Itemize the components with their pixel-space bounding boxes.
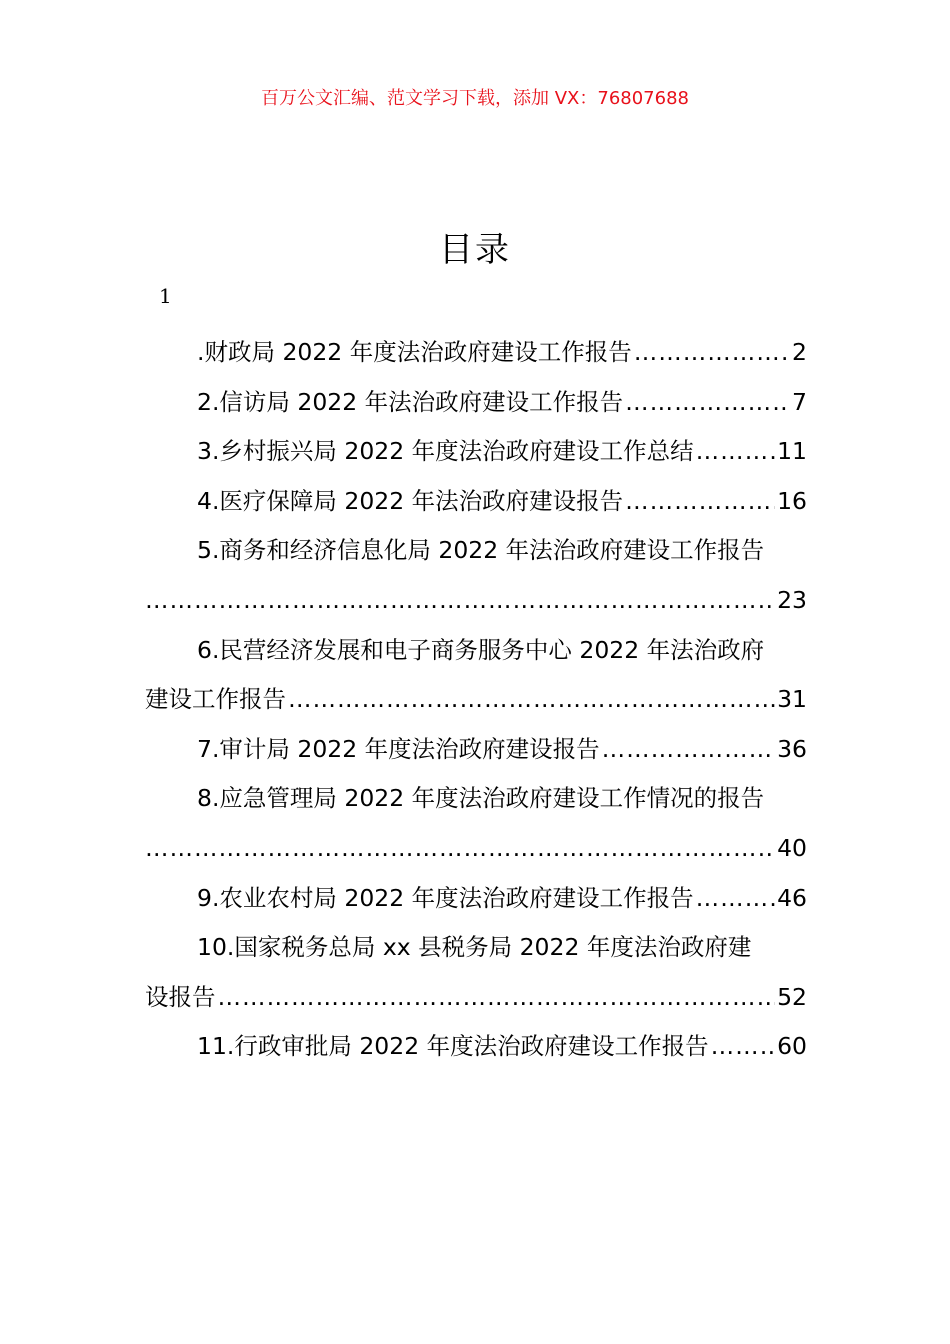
toc-entry-page[interactable]: 31 xyxy=(777,685,807,714)
toc-entry[interactable] xyxy=(145,774,807,873)
toc-entry-page[interactable]: 7 xyxy=(792,387,807,416)
stray-number: 1 xyxy=(159,284,172,308)
toc-list xyxy=(145,328,807,1072)
toc-entry-title[interactable]: 3.乡村振兴局 2022 年度法治政府建设工作总结 xyxy=(197,437,694,466)
toc-entry[interactable] xyxy=(145,427,807,477)
dot-leader xyxy=(218,973,776,1023)
toc-entry-title[interactable]: 9.农业农村局 2022 年度法治政府建设工作报告 xyxy=(197,883,694,912)
toc-entry-title[interactable]: 5.商务和经济信息化局 2022 年法治政府建设工作报告 xyxy=(197,536,765,565)
dot-leader xyxy=(288,675,775,725)
toc-entry-page[interactable]: 11 xyxy=(777,437,807,466)
dot-leader xyxy=(625,477,775,527)
toc-entry-page[interactable]: 16 xyxy=(777,486,807,515)
toc-entry-title[interactable]: 4.医疗保障局 2022 年法治政府建设报告 xyxy=(197,486,624,515)
toc-entry-page[interactable]: 36 xyxy=(777,734,807,763)
dot-leader xyxy=(634,328,790,378)
toc-entry-page[interactable]: 40 xyxy=(777,833,807,862)
toc-entry-title[interactable]: 7.审计局 2022 年度法治政府建设报告 xyxy=(197,734,600,763)
dot-leader xyxy=(145,824,775,874)
toc-entry-title-continued[interactable]: 设报告 xyxy=(145,982,216,1011)
dot-leader xyxy=(711,1022,775,1072)
toc-entry-title[interactable]: 11.行政审批局 2022 年度法治政府建设工作报告 xyxy=(197,1032,709,1061)
toc-entry-title[interactable]: 6.民营经济发展和电子商务服务中心 2022 年法治政府 xyxy=(197,635,765,664)
toc-entry-page[interactable]: 52 xyxy=(777,982,807,1011)
toc-entry-page[interactable]: 60 xyxy=(777,1032,807,1061)
dot-leader xyxy=(602,725,775,775)
toc-entry[interactable] xyxy=(145,378,807,428)
toc-entry-page[interactable]: 2 xyxy=(792,338,807,366)
toc-entry[interactable] xyxy=(145,526,807,625)
dot-leader xyxy=(696,874,775,924)
toc-entry[interactable] xyxy=(145,725,807,775)
toc-entry[interactable] xyxy=(145,477,807,527)
toc-entry-title[interactable]: 10.国家税务总局 xx 县税务局 2022 年度法治政府建 xyxy=(197,933,752,962)
toc-entry[interactable] xyxy=(145,626,807,725)
toc-entry[interactable] xyxy=(145,1022,807,1072)
toc-entry[interactable] xyxy=(145,923,807,1022)
dot-leader xyxy=(145,576,775,626)
toc-entry-title-continued[interactable]: 建设工作报告 xyxy=(145,685,286,714)
toc-entry-page[interactable]: 23 xyxy=(777,585,807,614)
toc-entry[interactable] xyxy=(145,328,807,378)
toc-entry-title[interactable]: .财政局 2022 年度法治政府建设工作报告 xyxy=(197,338,632,366)
header-banner: 百万公文汇编、范文学习下载，添加 VX：76807688 xyxy=(261,88,689,109)
dot-leader xyxy=(625,378,790,428)
dot-leader xyxy=(696,427,775,477)
toc-entry-page[interactable]: 46 xyxy=(777,883,807,912)
toc-entry[interactable] xyxy=(145,874,807,924)
toc-entry-title[interactable]: 2.信访局 2022 年法治政府建设工作报告 xyxy=(197,387,624,416)
toc-title: 目录 xyxy=(439,230,511,270)
toc-entry-title[interactable]: 8.应急管理局 2022 年度法治政府建设工作情况的报告 xyxy=(197,784,765,813)
